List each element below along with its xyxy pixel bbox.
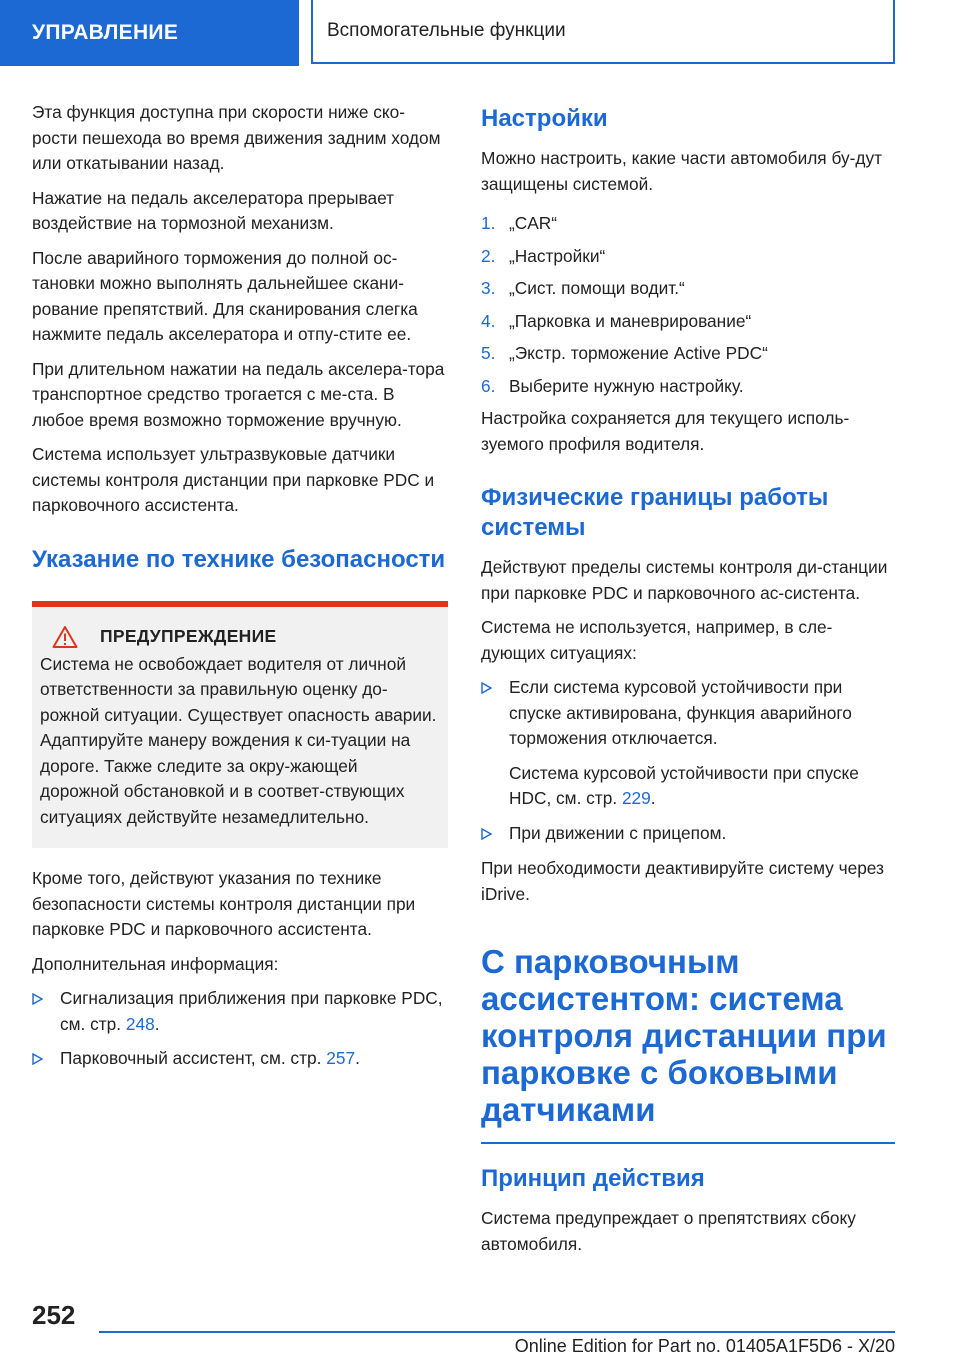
list-item bbox=[32, 986, 448, 1037]
warning-box bbox=[32, 601, 448, 849]
warning-title: ПРЕДУПРЕЖДЕНИЕ bbox=[100, 626, 277, 646]
limits-heading: Физические границы работы системы bbox=[481, 484, 829, 541]
right-column bbox=[481, 100, 895, 1266]
chapter-title: Вспомогательные функции bbox=[311, 0, 895, 64]
list-item: 4. „Парковка и маневрирование“ bbox=[481, 310, 752, 331]
list-item bbox=[481, 675, 895, 812]
footer-edition: Online Edition for Part no. 01405A1F5D6 - X/20 bbox=[514, 1336, 895, 1356]
warning-title-row bbox=[40, 625, 440, 649]
page-header bbox=[0, 0, 960, 66]
paragraph: После аварийного торможения до полной ос-тановки можно выполнять дальнейшее скани-рование препятствий. Для сканирования слегка нажмите педаль акселератора и отпу-стите ее. bbox=[32, 247, 418, 344]
list-item-text: Парковочный ассистент, см. стр. 257. bbox=[60, 1048, 360, 1068]
page-link[interactable]: 257 bbox=[326, 1048, 356, 1068]
footer-rule bbox=[99, 1331, 895, 1333]
page-link[interactable]: 248 bbox=[125, 1013, 155, 1034]
paragraph: Нажатие на педаль акселератора прерывает воздействие на тормозной механизм. bbox=[32, 187, 395, 233]
page-number: 252 bbox=[32, 1300, 76, 1330]
paragraph: Настройка сохраняется для текущего исполь-зуемого профиля водителя. bbox=[481, 408, 850, 454]
paragraph: Эта функция доступна при скорости ниже ско-рости пешехода во время движения задним ходом или откатывании назад. bbox=[32, 102, 441, 173]
settings-steps bbox=[481, 211, 895, 399]
paragraph: При необходимости деактивируйте систему через iDrive. bbox=[481, 858, 884, 904]
list-item: 5. „Экстр. торможение Active PDC“ bbox=[481, 343, 768, 363]
principle-heading: Принцип действия bbox=[481, 1165, 705, 1192]
list-item: 3. „Сист. помощи водит.“ bbox=[481, 278, 685, 298]
info-list bbox=[32, 986, 448, 1073]
settings-heading: Настройки bbox=[481, 105, 608, 132]
left-column bbox=[32, 100, 448, 1082]
list-item-text: Если система курсовой устойчивости при спуске активирована, функция аварийного торможения отключается. Система курсовой устойчивости при спуске HDC, см. стр. 229. bbox=[509, 677, 859, 808]
paragraph: Действуют пределы системы контроля ди-станции при парковке PDC и парковочного ас-систента. bbox=[481, 557, 888, 603]
warning-text: Система не освобождает водителя от личной ответственности за правильную оценку до-рожной ситуации. Существует опасность аварии. Адаптируйте манеру вождения к си-туации на дороге. Также следите за окру-жающей дорожной обстановкой и в соответ-ствующих ситуациях действуйте незамедлительно. bbox=[40, 653, 437, 827]
list-item: 6. Выберите нужную настройку. bbox=[481, 375, 744, 396]
list-item: 1. „CAR“ bbox=[481, 213, 557, 233]
list-item bbox=[32, 1046, 448, 1073]
section-tab: УПРАВЛЕНИЕ bbox=[0, 0, 299, 66]
triangle-bullet-icon bbox=[32, 1046, 60, 1073]
list-item-text: Сигнализация приближения при парковке PDC, см. стр. 248. bbox=[60, 988, 443, 1034]
paragraph: Можно настроить, какие части автомобиля бу-дут защищены системой. bbox=[481, 148, 883, 194]
triangle-bullet-icon bbox=[32, 986, 60, 1037]
list-item-text: При движении с прицепом. bbox=[509, 822, 727, 843]
paragraph: Кроме того, действуют указания по технике безопасности системы контроля дистанции при парковке PDC и парковочного ассистента. bbox=[32, 868, 416, 939]
list-item bbox=[481, 821, 895, 848]
triangle-bullet-icon bbox=[481, 675, 509, 812]
warning-triangle-icon bbox=[52, 625, 78, 649]
section-heading: С парковочным ассистентом: система контроля дистанции при парковке с боковыми датчиками bbox=[481, 943, 887, 1128]
paragraph: Система предупреждает о препятствиях сбоку автомобиля. bbox=[481, 1208, 856, 1254]
triangle-bullet-icon bbox=[481, 821, 509, 848]
limits-list bbox=[481, 675, 895, 847]
safety-heading: Указание по технике безопасности bbox=[32, 545, 446, 573]
heading-rule bbox=[481, 1142, 895, 1144]
paragraph: Дополнительная информация: bbox=[32, 953, 279, 974]
list-item: 2. „Настройки“ bbox=[481, 245, 606, 266]
paragraph: При длительном нажатии на педаль акселера-тора транспортное средство трогается с ме-ста. В любое время возможно торможение вручную. bbox=[32, 358, 445, 430]
page-link[interactable]: 229 bbox=[621, 788, 651, 808]
paragraph: Система не используется, например, в сле-дующих ситуациях: bbox=[481, 617, 833, 663]
paragraph: Система использует ультразвуковые датчики системы контроля дистанции при парковке PDC и парковочного ассистента. bbox=[32, 444, 435, 515]
